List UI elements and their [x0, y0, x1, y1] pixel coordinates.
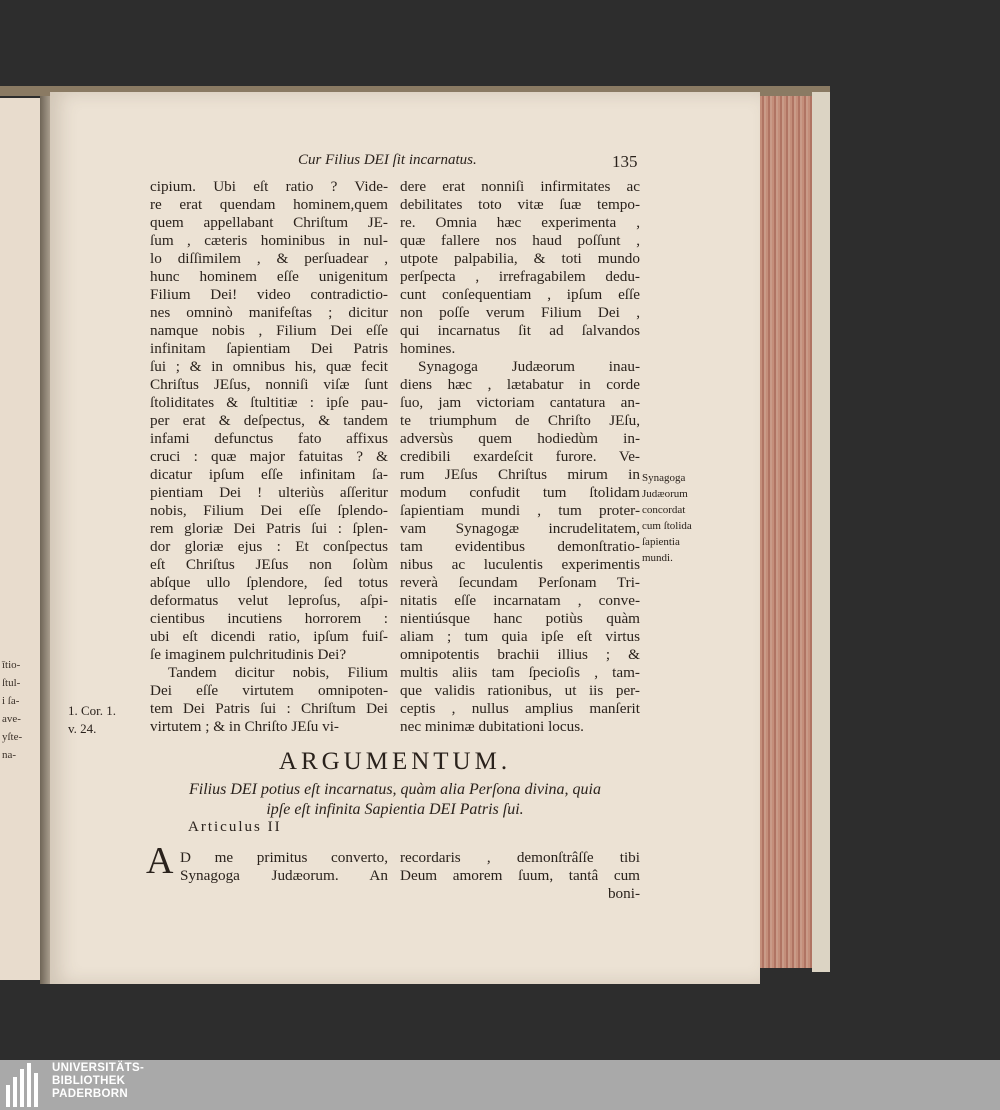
text-line: utpote palpabilia, & toti mundo: [400, 250, 640, 267]
margin-note-line: Judæorum: [642, 488, 688, 500]
text-line: tem Dei Patris ſui : Chriſtum Dei: [150, 700, 388, 717]
text-line: ſui ; & in omnibus his, quæ fecit: [150, 358, 388, 375]
margin-note-scripture: [68, 702, 116, 738]
text-line: tam evidentibus demonſtratio-: [400, 538, 640, 555]
text-line: re. Omnia hæc experimenta ,: [400, 214, 640, 231]
text-line: quæ fallere nos haud poſſunt ,: [400, 232, 640, 249]
margin-note-line: cum ſtolida: [642, 520, 692, 532]
text-line: ceptis , nullus amplius manſerit: [400, 700, 640, 717]
text-line: que validis rationibus, ut iis per-: [400, 682, 640, 699]
text-line: cruci : quæ major fatuitas ? &: [150, 448, 388, 465]
text-line: ubi eſt dicendi ratio, ipſum fuiſ-: [150, 628, 388, 645]
text-line: Synagoga Judæorum inau-: [418, 358, 640, 375]
left-page-fragment: i ſa-: [2, 695, 20, 707]
text-line: recordaris , demonſtrâſſe tibi: [400, 849, 640, 866]
text-line: cientibus incutiens horrorem :: [150, 610, 388, 627]
text-column-right: [400, 178, 640, 736]
text-line: Filium Dei! video contradictio-: [150, 286, 388, 303]
text-line: Tandem dicitur nobis, Filium: [168, 664, 388, 681]
text-line: perſpecta , irrefragabilem dedu-: [400, 268, 640, 285]
text-line: non poſſe verum Filium Dei ,: [400, 304, 640, 321]
text-line: nobis, Filium Dei eſſe ſplendo-: [150, 502, 388, 519]
text-line: Synagoga Judæorum. An: [180, 867, 388, 884]
left-page-fragment: ītio-: [2, 659, 21, 671]
text-column-left: [150, 178, 388, 736]
argument-summary: [150, 780, 640, 820]
text-line: virtutem ; & in Chriſto JEſu vi-: [150, 718, 339, 735]
text-line: cunt conſequentiam , ipſum eſſe: [400, 286, 640, 303]
text-line: namque nobis , Filium Dei eſſe: [150, 322, 388, 339]
text-line: infami defunctus fato affixus: [150, 430, 388, 447]
text-line: re erat quendam hominem,quem: [150, 196, 388, 213]
margin-note-line: concordat: [642, 504, 686, 516]
text-line: D me primitus converto,: [180, 849, 388, 866]
text-line: reverà ſecundam Perſonam Tri-: [400, 574, 640, 591]
margin-note-line: ſapientia: [642, 536, 680, 548]
text-line: Dei eſſe virtutem omnipoten-: [150, 682, 388, 699]
text-line: aliam ; tum quia ipſe eſt virtus: [400, 628, 640, 645]
text-line: dor gloriæ ejus : Et conſpectus: [150, 538, 388, 555]
text-line: rum JEſus Chriſtus mirum in: [400, 466, 640, 483]
text-line: nibus ac luculentis experimentis: [400, 556, 640, 573]
text-line: quem appellabant Chriſtum JE-: [150, 214, 388, 231]
margin-note-line: Synagoga: [642, 472, 686, 484]
margin-note-line: v. 24.: [68, 721, 97, 736]
text-line: deformatus velut leproſus, aſpi-: [150, 592, 388, 609]
text-line: cipium. Ubi eſt ratio ? Vide-: [150, 178, 388, 195]
library-name-line: PADERBORN: [52, 1088, 128, 1100]
text-line: per erat & deſpectus, & tandem: [150, 412, 388, 429]
margin-note-line: mundi.: [642, 552, 673, 564]
text-line: abſque ullo ſplendore, ſed totus: [150, 574, 388, 591]
left-page-fragment: ave-: [2, 713, 21, 725]
argument-heading: ARGUMENTUM.: [278, 748, 512, 775]
text-line: Deum amorem ſuum, tantâ cum: [400, 867, 640, 884]
text-line: nes omninò manifeſtas ; dicitur: [150, 304, 388, 321]
text-line: qui incarnatus ſit ad ſalvandos: [400, 322, 640, 339]
argument-line: Filius DEI potius eſt incarnatus, quàm alia Perſona divina, quia: [189, 781, 601, 798]
text-line: homines.: [400, 340, 456, 357]
running-head: Cur Filius DEI ſit incarnatus.: [298, 152, 477, 168]
margin-note-synagoga: [642, 470, 692, 566]
left-page-fragment: yſte-: [2, 731, 23, 743]
library-name: [52, 1062, 144, 1101]
text-line: omnipotentis brachii illius ; &: [400, 646, 640, 663]
text-line: ſtoliditates & ſtultitiæ : ipſe pau-: [150, 394, 388, 411]
book-cover-edge: [812, 92, 830, 972]
text-line: hunc hominem eſſe unigenitum: [150, 268, 388, 285]
margin-note-line: 1. Cor. 1.: [68, 703, 117, 718]
page-number: 135: [612, 152, 638, 171]
library-name-line: UNIVERSITÄTS-: [52, 1062, 145, 1074]
text-line: pientiam Dei ! ulteriùs aſſeritur: [150, 484, 388, 501]
text-line: te triumphum de Chriſto JEſu,: [400, 412, 640, 429]
text-line: Chriſtus JEſus, nonniſi viſæ ſunt: [150, 376, 388, 393]
text-line: nitatis eſſe incarnatam , conve-: [400, 592, 640, 609]
left-page-fragment: ſtul-: [2, 677, 21, 689]
text-line: dere erat nonniſi infirmitates ac: [400, 178, 640, 195]
text-line: credibili exardeſcit furore. Ve-: [400, 448, 640, 465]
text-line: diens hæc , lætabatur in corde: [400, 376, 640, 393]
text-line: debilitates toto vitæ ſuæ tempo-: [400, 196, 640, 213]
text-line: adversùs quem hodiedùm in-: [400, 430, 640, 447]
article-text-left: [180, 849, 388, 885]
text-line: nec minimæ dubitationi locus.: [400, 718, 584, 735]
argument-line: ipſe eſt infinita Sapientia DEI Patris ſui.: [266, 801, 524, 818]
article-heading: Articulus II: [188, 819, 282, 835]
text-line: eſt Chriſtus JEſus non ſolùm: [150, 556, 388, 573]
text-line: dicatur ipſum eſſe infinitam ſa-: [150, 466, 388, 483]
text-line: lo diſſimilem , & perſuadear ,: [150, 250, 388, 267]
text-line: ſum , cæteris hominibus in nul-: [150, 232, 388, 249]
text-line: ſapientiam mundi , tum proter-: [400, 502, 640, 519]
left-page-fragment: na-: [2, 749, 17, 761]
text-line: infinitam ſapientiam Dei Patris: [150, 340, 388, 357]
text-line: multis aliis tam ſpecioſis , tam-: [400, 664, 640, 681]
library-name-line: BIBLIOTHEK: [52, 1075, 126, 1087]
library-footer: [0, 1060, 1000, 1110]
text-line: vam Synagogæ incrudelitatem,: [400, 520, 640, 537]
catchword: boni-: [607, 885, 640, 902]
drop-cap: A: [146, 840, 174, 882]
text-line: nientiúsque hanc potiùs quàm: [400, 610, 640, 627]
article-text-right: [400, 849, 640, 903]
text-line: rem gloriæ Dei Patris ſui : ſplen-: [150, 520, 388, 537]
text-line: ſuo, jam victoriam cantatura an-: [400, 394, 640, 411]
library-logo-icon: [4, 1063, 48, 1107]
text-line: ſe imaginem pulchritudinis Dei?: [150, 646, 347, 663]
text-line: modum confudit tum ſtolidam: [400, 484, 640, 501]
